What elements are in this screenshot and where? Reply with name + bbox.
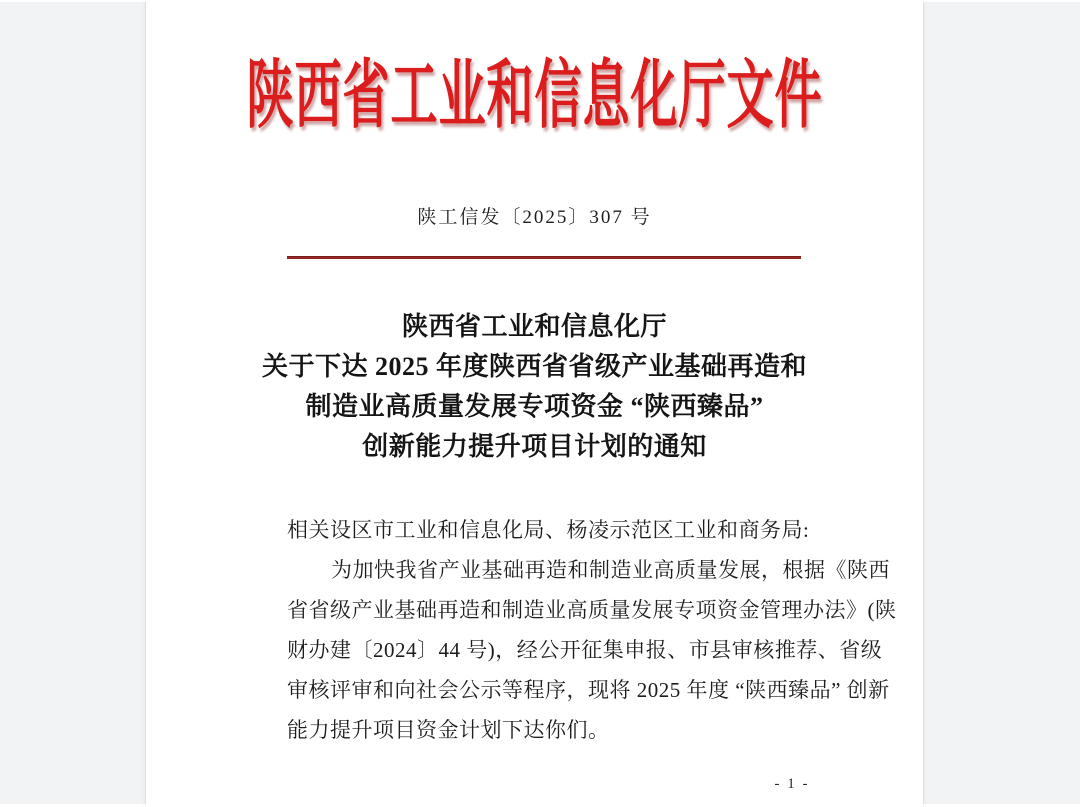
viewer-left-margin [0,2,146,804]
body-line-4: 审核评审和向社会公示等程序，现将 2025 年度 “陕西臻品” 创新 [287,678,890,702]
salutation-line: 相关设区市工业和信息化局、杨凌示范区工业和商务局: [287,518,810,542]
title-line-2: 关于下达 2025 年度陕西省省级产业基础再造和 [261,352,807,381]
body-line-2: 省省级产业基础再造和制造业高质量发展专项资金管理办法》(陕 [287,598,897,622]
document-title [146,307,923,467]
viewer-right-margin [923,2,1080,804]
body-line-1: 为加快我省产业基础再造和制造业高质量发展，根据《陕西 [331,558,890,582]
letterhead-title: 陕西省工业和信息化厅文件 [246,55,823,139]
document-page [146,0,923,807]
document-number: 陕工信发〔2025〕307 号 [417,207,652,228]
body-line-3: 财办建〔2024〕44 号)，经公开征集申报、市县审核推荐、省级 [287,638,883,662]
title-line-1: 陕西省工业和信息化厅 [401,312,667,341]
body-line-5: 能力提升项目资金计划下达你们。 [287,718,610,742]
title-line-3: 制造业高质量发展专项资金 “陕西臻品” [305,392,764,421]
document-body [287,510,897,750]
red-separator-rule [287,256,801,259]
title-line-4: 创新能力提升项目计划的通知 [362,432,707,461]
page-number: - 1 - [774,776,810,792]
